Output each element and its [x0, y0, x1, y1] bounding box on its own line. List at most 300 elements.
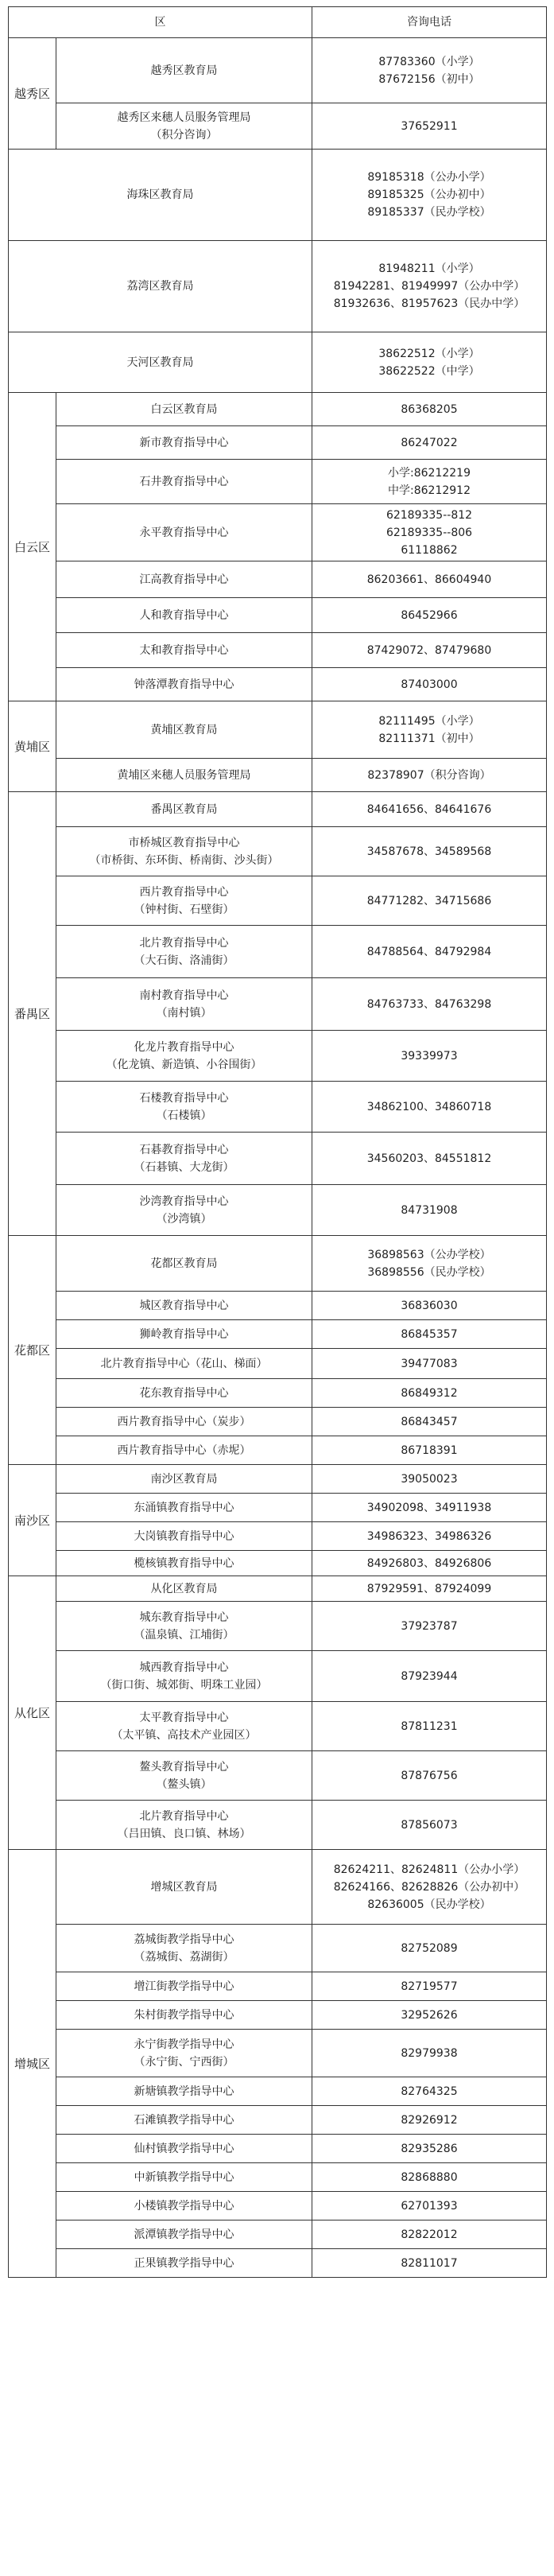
phone-line: 81932636、81957623（民办中学）: [333, 297, 525, 310]
office-name: [56, 1972, 312, 2001]
office-line: 人和教育指导中心: [139, 608, 229, 622]
phone-number: [312, 1751, 547, 1801]
table-row: [9, 103, 547, 150]
table-row: [9, 38, 547, 103]
phone-number: [312, 2220, 547, 2249]
office-line: 越秀区教育局: [150, 64, 218, 77]
table-row: [9, 876, 547, 926]
phone-line: 87811231: [401, 1719, 458, 1733]
office-name: [56, 1522, 312, 1551]
phone-line: 81948211（小学）: [378, 262, 480, 275]
phone-line: 82822012: [401, 2228, 458, 2241]
phone-line: 86845357: [401, 1327, 458, 1341]
phone-number: [312, 701, 547, 759]
phone-number: [312, 633, 547, 668]
table-row: [9, 1292, 547, 1320]
office-line: 派潭镇教学指导中心: [134, 2228, 234, 2241]
office-line: 荔湾区教育局: [126, 280, 194, 293]
phone-number: [312, 561, 547, 598]
office-name: [56, 1408, 312, 1436]
office-line: 朱村街教学指导中心: [134, 2008, 234, 2022]
office-line: 增江街教学指导中心: [134, 1980, 234, 1993]
office-name: [56, 1850, 312, 1925]
office-name: [56, 2106, 312, 2135]
phone-number: [312, 241, 547, 332]
office-line: 鳌头教育指导中心: [139, 1760, 229, 1774]
office-name: [56, 1651, 312, 1702]
table-row: [9, 2077, 547, 2106]
phone-number: [312, 1320, 547, 1349]
office-name: [56, 1702, 312, 1751]
office-line: （大石街、洛浦街）: [134, 954, 234, 967]
table-row: [9, 2163, 547, 2192]
office-line: 中新镇教学指导中心: [134, 2170, 234, 2184]
office-line: 西片教育指导中心（炭步）: [117, 1415, 251, 1428]
office-line: 番禺区教育局: [150, 802, 218, 816]
phone-line: 34986323、34986326: [366, 1529, 492, 1543]
phone-line: 82636005（民办学校）: [367, 1898, 491, 1911]
table-row: [9, 2135, 547, 2163]
office-name: [56, 1082, 312, 1133]
phone-line: 81942281、81949997（公办中学）: [333, 280, 525, 293]
office-line: 榄核镇教育指导中心: [134, 1556, 234, 1570]
phone-line: 38622522（中学）: [378, 364, 480, 378]
phone-line: 34587678、34589568: [366, 845, 492, 858]
phone-line: 84731908: [401, 1203, 458, 1217]
table-row: [9, 827, 547, 876]
table-row: [9, 759, 547, 792]
phone-line: 39477083: [401, 1357, 458, 1370]
office-line: 城东教育指导中心: [139, 1610, 229, 1624]
phone-number: [312, 1465, 547, 1494]
office-line: 从化区教育局: [150, 1582, 218, 1595]
district-name: 增城区: [9, 1850, 56, 2278]
phone-number: [312, 2192, 547, 2220]
phone-number: [312, 1082, 547, 1133]
table-row: [9, 561, 547, 598]
phone-line: 87403000: [401, 678, 458, 691]
phone-number: [312, 38, 547, 103]
phone-line: 82624166、82628826（公办初中）: [333, 1880, 525, 1894]
office-line: （石碁镇、大龙街）: [134, 1160, 234, 1174]
office-line: 新市教育指导中心: [139, 436, 229, 449]
office-name: [56, 426, 312, 460]
phone-number: [312, 2249, 547, 2278]
office-name: [56, 1602, 312, 1651]
phone-line: 87876756: [401, 1769, 458, 1782]
office-line: （太平镇、高技术产业园区）: [111, 1728, 257, 1742]
phone-line: 82719577: [401, 1980, 458, 1993]
phone-number: [312, 1349, 547, 1379]
office-name: [56, 2001, 312, 2030]
phone-line: 84926803、84926806: [366, 1556, 492, 1570]
table-row: [9, 2192, 547, 2220]
office-name: [56, 2030, 312, 2077]
phone-number: [312, 426, 547, 460]
phone-line: 82752089: [401, 1941, 458, 1955]
office-line: （南村镇）: [156, 1006, 212, 1020]
table-row: [9, 1349, 547, 1379]
phone-line: 中学:86212912: [388, 484, 471, 497]
phone-number: [312, 668, 547, 701]
table-row: [9, 1379, 547, 1408]
district-name: 黄埔区: [9, 701, 56, 792]
office-line: 沙湾教育指导中心: [139, 1195, 229, 1208]
office-line: 石楼教育指导中心: [139, 1091, 229, 1105]
office-line: （温泉镇、江埔街）: [134, 1628, 234, 1642]
office-name: [56, 876, 312, 926]
table-row: [9, 978, 547, 1031]
phone-line: 82868880: [401, 2170, 458, 2184]
phone-number: [312, 1494, 547, 1522]
office-name: [56, 1379, 312, 1408]
district-name: 番禺区: [9, 792, 56, 1236]
office-line: 永宁街教学指导中心: [134, 2038, 234, 2051]
phone-line: 86247022: [401, 436, 458, 449]
phone-number: [312, 1651, 547, 1702]
office-name: [56, 1133, 312, 1185]
office-name: [56, 598, 312, 633]
phone-number: [312, 1292, 547, 1320]
office-name: [56, 1551, 312, 1576]
table-row: [9, 1031, 547, 1082]
table-row: [9, 504, 547, 561]
office-name: [56, 2220, 312, 2249]
district-name: 花都区: [9, 1236, 56, 1465]
office-name: [56, 1292, 312, 1320]
district-name: 从化区: [9, 1576, 56, 1850]
phone-number: [312, 1925, 547, 1972]
phone-line: 89185337（民办学校）: [367, 206, 491, 219]
phone-line: 82935286: [401, 2142, 458, 2155]
phone-number: [312, 504, 547, 561]
phone-line: 82811017: [401, 2256, 458, 2270]
office-line: （市桥街、东环街、桥南街、沙头街）: [89, 853, 279, 867]
phone-line: 62189335--812: [385, 508, 473, 522]
office-name: [56, 2249, 312, 2278]
table-row: [9, 1801, 547, 1850]
office-name: [56, 1349, 312, 1379]
office-name: [56, 1185, 312, 1236]
phone-number: [312, 1551, 547, 1576]
office-line: 大岗镇教育指导中心: [134, 1529, 234, 1543]
table-row: [9, 701, 547, 759]
office-line: 狮岭教育指导中心: [139, 1327, 229, 1341]
table-row: [9, 792, 547, 827]
office-name: [56, 759, 312, 792]
office-line: 增城区教育局: [150, 1880, 218, 1894]
office-name: [56, 633, 312, 668]
table-row: [9, 633, 547, 668]
office-line: 东涌镇教育指导中心: [134, 1501, 234, 1514]
phone-line: 86203661、86604940: [366, 573, 492, 586]
office-line: 新塘镇教学指导中心: [134, 2085, 234, 2098]
phone-number: [312, 792, 547, 827]
office-name: [56, 1465, 312, 1494]
office-name: [56, 1320, 312, 1349]
district-name: 越秀区: [9, 38, 56, 150]
office-line: 市桥城区教育指导中心: [128, 836, 240, 849]
phone-line: 87783360（小学）: [378, 55, 480, 68]
consultation-phone-table: [8, 6, 547, 2278]
table-row: [9, 1185, 547, 1236]
table-row: [9, 1082, 547, 1133]
phone-number: [312, 1522, 547, 1551]
office-line: 小楼镇教学指导中心: [134, 2199, 234, 2213]
office-line: （沙湾镇）: [156, 1212, 212, 1226]
phone-line: 84763733、84763298: [366, 997, 492, 1011]
phone-line: 32952626: [401, 2008, 458, 2022]
phone-number: [312, 2030, 547, 2077]
phone-line: 87856073: [401, 1818, 458, 1832]
table-row: [9, 2249, 547, 2278]
phone-line: 84788564、84792984: [366, 945, 492, 958]
phone-number: [312, 1702, 547, 1751]
office-name: [56, 2135, 312, 2163]
office-line: （荔城街、荔湖街）: [134, 1950, 234, 1964]
office-line: 江高教育指导中心: [139, 573, 229, 586]
office-line: 城区教育指导中心: [139, 1299, 229, 1312]
table-row: [9, 332, 547, 393]
phone-number: [312, 2163, 547, 2192]
phone-number: [312, 1133, 547, 1185]
table-row: [9, 1436, 547, 1465]
phone-number: [312, 2106, 547, 2135]
table-row: [9, 393, 547, 426]
header-phone: 咨询电话: [312, 7, 547, 38]
office-name: [56, 668, 312, 701]
office-name: [9, 241, 312, 332]
phone-number: [312, 1379, 547, 1408]
phone-line: 86452966: [401, 608, 458, 622]
phone-line: 36898563（公办学校）: [367, 1248, 491, 1261]
office-name: [56, 1236, 312, 1292]
office-name: [56, 1751, 312, 1801]
phone-number: [312, 759, 547, 792]
phone-line: 87672156（初中）: [378, 72, 480, 86]
phone-line: 82378907（积分咨询）: [367, 768, 491, 782]
office-name: [56, 792, 312, 827]
phone-line: 89185318（公办小学）: [367, 171, 491, 184]
table-row: [9, 1236, 547, 1292]
phone-number: [312, 876, 547, 926]
table-row: [9, 241, 547, 332]
phone-number: [312, 150, 547, 241]
phone-number: [312, 1408, 547, 1436]
phone-line: 86368205: [401, 402, 458, 416]
table-row: [9, 926, 547, 978]
office-name: [56, 1031, 312, 1082]
phone-line: 89185325（公办初中）: [367, 188, 491, 201]
office-line: 石碁教育指导中心: [139, 1143, 229, 1156]
table-row: [9, 1320, 547, 1349]
office-line: （鳌头镇）: [156, 1778, 212, 1791]
table-row: [9, 1972, 547, 2001]
table-row: [9, 598, 547, 633]
phone-number: [312, 926, 547, 978]
phone-line: 87929591、87924099: [366, 1582, 492, 1595]
header-district: 区: [9, 7, 312, 38]
office-line: （永宁街、宁西街）: [134, 2055, 234, 2069]
office-line: 北片教育指导中心: [139, 936, 229, 950]
phone-number: [312, 1436, 547, 1465]
office-line: 化龙片教育指导中心: [134, 1040, 234, 1054]
office-line: （积分咨询）: [150, 128, 218, 142]
table-row: [9, 1133, 547, 1185]
phone-line: 86718391: [401, 1443, 458, 1457]
office-name: [56, 561, 312, 598]
table-row: [9, 1551, 547, 1576]
table-row: [9, 1522, 547, 1551]
phone-number: [312, 103, 547, 150]
phone-number: [312, 1576, 547, 1602]
phone-line: 86849312: [401, 1386, 458, 1400]
phone-line: 87923944: [401, 1669, 458, 1683]
office-line: 石滩镇教学指导中心: [134, 2113, 234, 2127]
office-line: 北片教育指导中心（花山、梯面）: [100, 1357, 268, 1370]
table-row: [9, 2030, 547, 2077]
office-line: 黄埔区来穗人员服务管理局: [117, 768, 251, 782]
office-line: （钟村街、石壁街）: [134, 903, 234, 916]
office-line: 黄埔区教育局: [150, 723, 218, 736]
table-row: [9, 668, 547, 701]
phone-line: 61118862: [401, 543, 458, 557]
phone-number: [312, 598, 547, 633]
phone-number: [312, 1236, 547, 1292]
office-name: [56, 1436, 312, 1465]
phone-number: [312, 2001, 547, 2030]
phone-line: 34862100、34860718: [366, 1100, 492, 1113]
office-name: [56, 38, 312, 103]
phone-number: [312, 978, 547, 1031]
office-name: [56, 2192, 312, 2220]
office-line: 荔城街教学指导中心: [134, 1933, 234, 1946]
district-name: 南沙区: [9, 1465, 56, 1576]
office-name: [56, 393, 312, 426]
table-body: [9, 38, 547, 2278]
office-name: [56, 504, 312, 561]
office-line: （吕田镇、良口镇、林场）: [117, 1827, 251, 1840]
office-line: 花东教育指导中心: [139, 1386, 229, 1400]
phone-line: 82111371（初中）: [378, 732, 480, 745]
phone-line: 84641656、84641676: [366, 802, 492, 816]
phone-number: [312, 827, 547, 876]
table-row: [9, 2106, 547, 2135]
office-line: （石楼镇）: [156, 1109, 212, 1122]
office-line: （街口街、城郊街、明珠工业园）: [100, 1678, 268, 1692]
table-row: [9, 1494, 547, 1522]
office-line: 花都区教育局: [150, 1257, 218, 1270]
phone-line: 37923787: [401, 1619, 458, 1633]
phone-number: [312, 460, 547, 504]
phone-number: [312, 1972, 547, 2001]
office-line: 越秀区来穗人员服务管理局: [117, 111, 251, 124]
office-line: 西片教育指导中心: [139, 885, 229, 899]
table-row: [9, 150, 547, 241]
phone-number: [312, 393, 547, 426]
phone-number: [312, 1031, 547, 1082]
phone-line: 34560203、84551812: [366, 1152, 492, 1165]
table-row: [9, 1850, 547, 1925]
office-line: 西片教育指导中心（赤坭）: [117, 1443, 251, 1457]
table-row: [9, 1651, 547, 1702]
phone-line: 39050023: [401, 1472, 458, 1486]
phone-line: 87429072、87479680: [366, 643, 492, 657]
phone-number: [312, 1801, 547, 1850]
office-name: [56, 103, 312, 150]
office-line: 太平教育指导中心: [139, 1711, 229, 1724]
phone-line: 86843457: [401, 1415, 458, 1428]
phone-line: 62701393: [401, 2199, 458, 2213]
office-line: 白云区教育局: [150, 402, 218, 416]
phone-line: 小学:86212219: [388, 466, 471, 480]
phone-number: [312, 1850, 547, 1925]
office-line: 北片教育指导中心: [139, 1809, 229, 1823]
office-name: [56, 827, 312, 876]
phone-number: [312, 2077, 547, 2106]
office-name: [9, 332, 312, 393]
table-row: [9, 1465, 547, 1494]
phone-line: 82624211、82624811（公办小学）: [333, 1863, 525, 1876]
office-name: [56, 2077, 312, 2106]
office-line: 海珠区教育局: [126, 188, 194, 201]
office-name: [56, 978, 312, 1031]
office-line: 南村教育指导中心: [139, 989, 229, 1002]
table-row: [9, 426, 547, 460]
office-name: [56, 460, 312, 504]
phone-number: [312, 1185, 547, 1236]
office-name: [56, 1801, 312, 1850]
phone-line: 39339973: [401, 1049, 458, 1063]
phone-line: 82926912: [401, 2113, 458, 2127]
office-line: 天河区教育局: [126, 356, 194, 369]
table-row: [9, 1925, 547, 1972]
phone-line: 36898556（民办学校）: [367, 1265, 491, 1279]
office-line: 太和教育指导中心: [139, 643, 229, 657]
office-name: [56, 1925, 312, 1972]
table-row: [9, 1408, 547, 1436]
office-name: [9, 150, 312, 241]
phone-line: 38622512（小学）: [378, 347, 480, 360]
phone-line: 82979938: [401, 2046, 458, 2060]
office-line: 钟落潭教育指导中心: [134, 678, 234, 691]
phone-line: 62189335--806: [385, 526, 473, 539]
table-row: [9, 1576, 547, 1602]
office-line: 城西教育指导中心: [139, 1661, 229, 1674]
phone-line: 82111495（小学）: [378, 714, 480, 728]
phone-line: 34902098、34911938: [366, 1501, 492, 1514]
table-row: [9, 1751, 547, 1801]
office-name: [56, 926, 312, 978]
office-name: [56, 1494, 312, 1522]
table-row: [9, 2220, 547, 2249]
office-line: 仙村镇教学指导中心: [134, 2142, 234, 2155]
phone-line: 36836030: [401, 1299, 458, 1312]
office-line: （化龙镇、新造镇、小谷围街）: [106, 1058, 262, 1071]
phone-number: [312, 332, 547, 393]
table-row: [9, 1602, 547, 1651]
district-name: 白云区: [9, 393, 56, 701]
office-name: [56, 1576, 312, 1602]
phone-line: 84771282、34715686: [366, 894, 492, 907]
phone-number: [312, 1602, 547, 1651]
table-row: [9, 460, 547, 504]
table-row: [9, 1702, 547, 1751]
office-line: 南沙区教育局: [150, 1472, 218, 1486]
table-row: [9, 2001, 547, 2030]
phone-line: 82764325: [401, 2085, 458, 2098]
phone-number: [312, 2135, 547, 2163]
